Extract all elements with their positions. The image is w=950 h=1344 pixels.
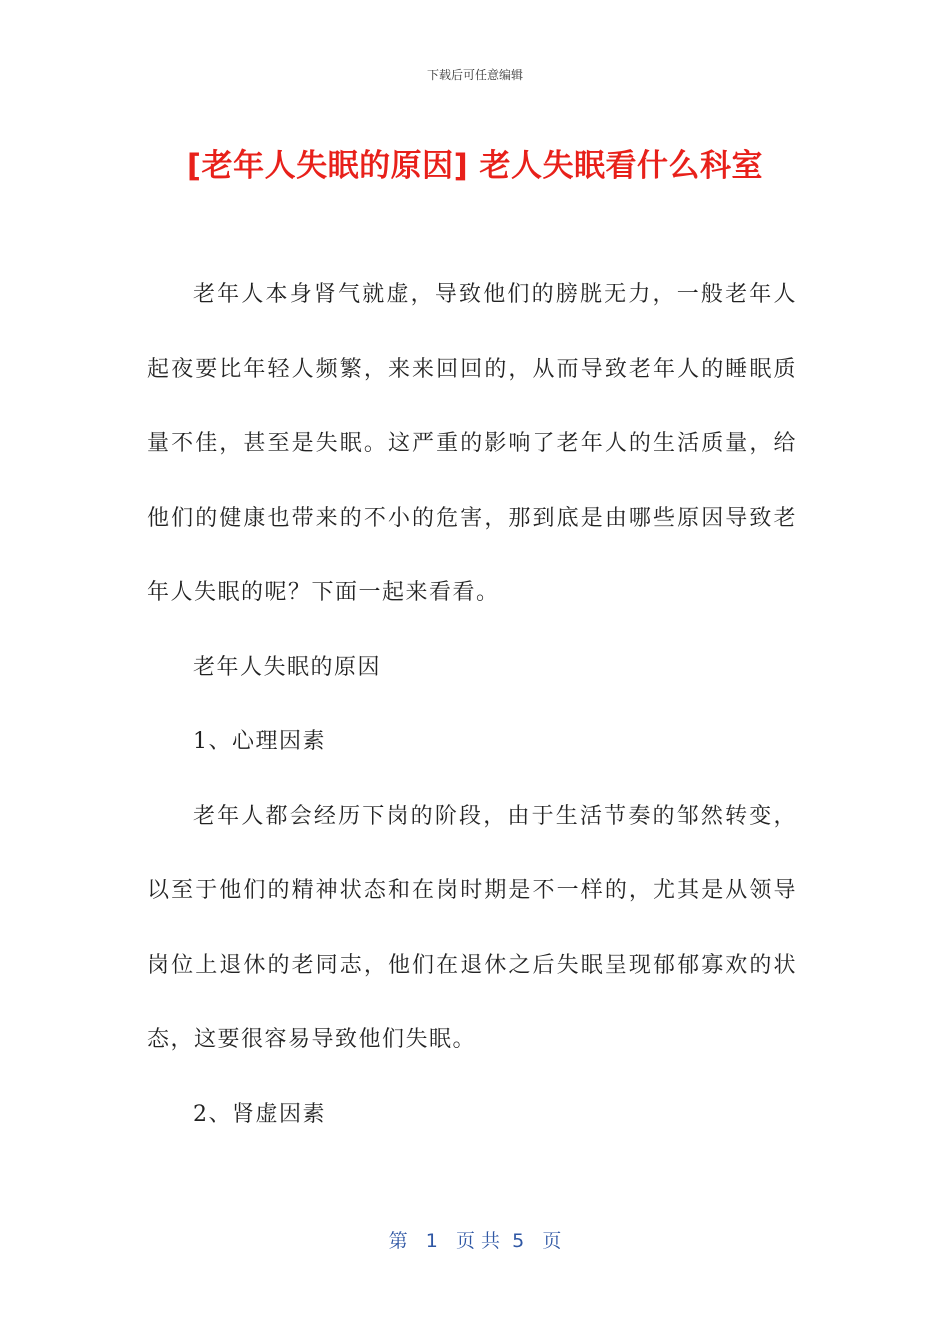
- page-footer: [0, 1226, 950, 1253]
- paragraph-psychological: 老年人都会经历下岗的阶段，由于生活节奏的邹然转变，以至于他们的精神状态和在岗时期是不一样的，尤其是从领导岗位上退休的老同志，他们在退休之后失眠呈现郁郁寡欢的状态，这要很容易导致他们失眠。: [147, 803, 797, 1052]
- footer-middle: 页 共: [455, 1230, 501, 1252]
- subheading-psychological: 1、心理因素: [193, 729, 326, 754]
- paragraph-intro: 老年人本身肾气就虚，导致他们的膀胱无力，一般老年人起夜要比年轻人频繁，来来回回的，从而导致老年人的睡眠质量不佳，甚至是失眠。这严重的影响了老年人的生活质量，给他们的健康也带来的不小的危害，那到底是由哪些原因导致老年人失眠的呢？下面一起来看看。: [147, 282, 797, 605]
- document-body: [147, 258, 797, 1152]
- subheading-kidney: 2、肾虚因素: [193, 1101, 326, 1127]
- section-heading: 老年人失眠的原因: [193, 654, 382, 680]
- footer-suffix: 页: [542, 1230, 562, 1252]
- current-page-number: 1: [425, 1230, 438, 1252]
- header-note: 下载后可任意编辑: [426, 68, 523, 82]
- document-title: [老年人失眠的原因] 老人失眠看什么科室: [186, 148, 764, 184]
- footer-prefix: 第: [388, 1230, 408, 1252]
- total-pages-number: 5: [512, 1230, 525, 1252]
